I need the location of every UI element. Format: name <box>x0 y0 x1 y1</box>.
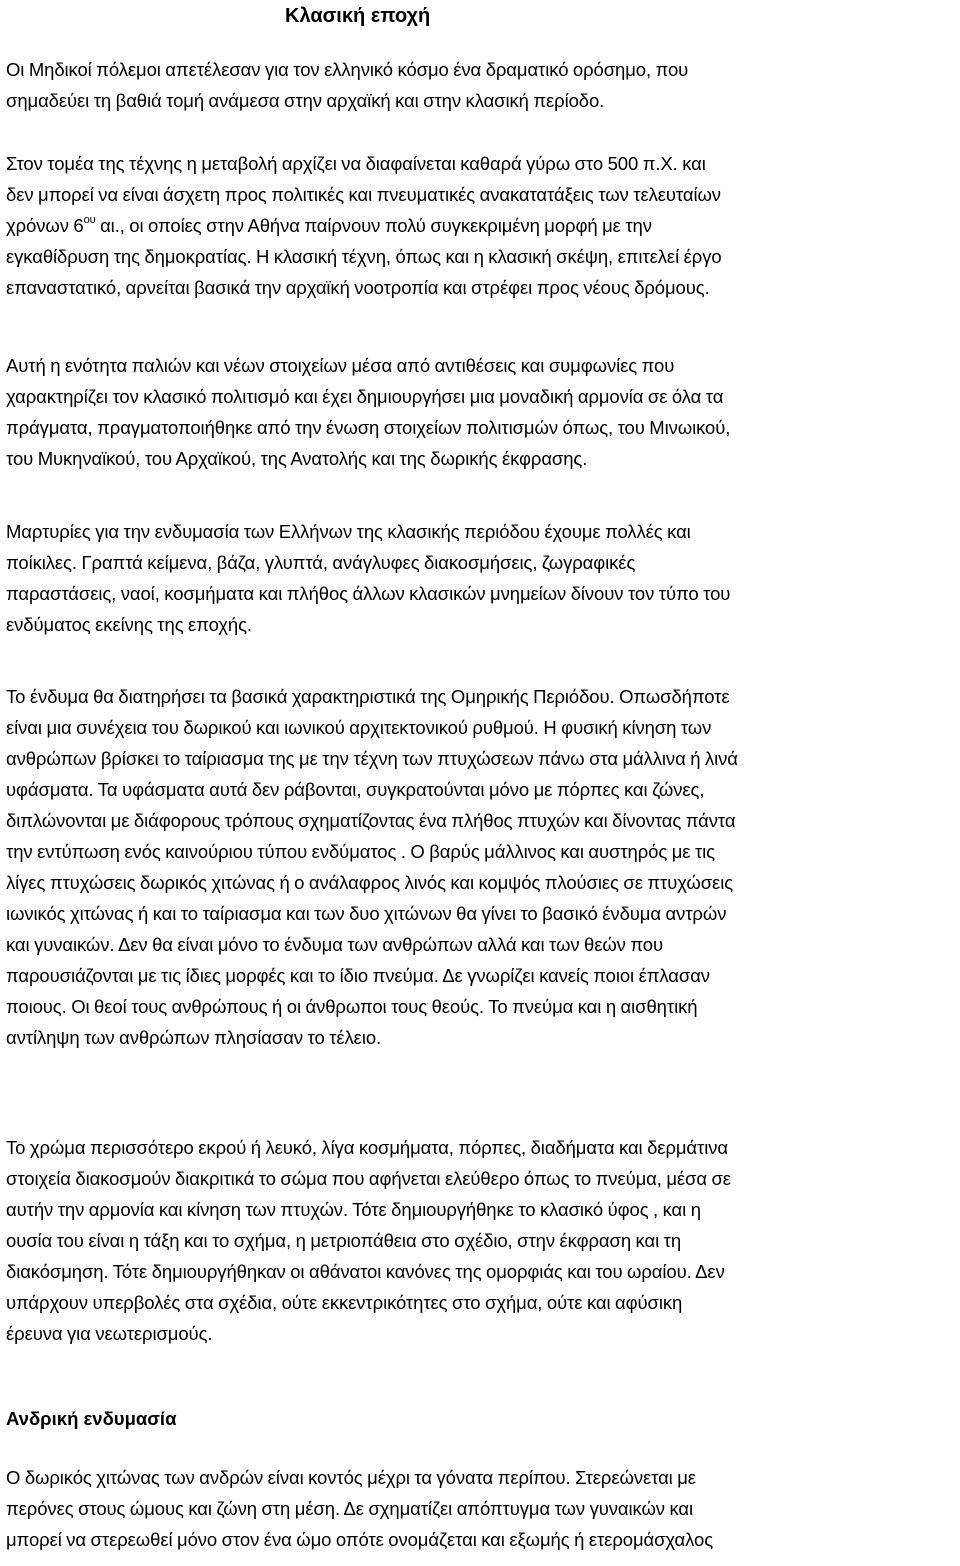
text-line: Το ένδυμα θα διατηρήσει τα βασικά χαρακτηριστικά της Ομηρικής Περιόδου. Οπωσδήποτε <box>6 686 730 707</box>
paragraph-garment <box>6 681 738 1053</box>
text-fragment: αι., οι οποίες στην Αθήνα παίρνουν πολύ συγκεκριμένη μορφή με την <box>95 215 652 236</box>
text-line: και γυναικών. Δεν θα είναι μόνο το ένδυμα των ανθρώπων αλλά και των θεών που <box>6 934 663 955</box>
text-line: στοιχεία διακοσμούν διακριτικά το σώμα που αφήνεται ελεύθερο όπως το πνεύμα, μέσα σε <box>6 1168 731 1189</box>
text-line: ποιους. Οι θεοί τους ανθρώπους ή οι άνθρωποι τους θεούς. Το πνεύμα και η αισθητική <box>6 996 698 1017</box>
text-line: περόνες στους ώμους και ζώνη στη μέση. Δε σχηματίζει απόπτυγμα των γυναικών και <box>6 1498 694 1519</box>
text-line: Ο δωρικός χιτώνας των ανδρών είναι κοντός μέχρι τα γόνατα περίπου. Στερεώνεται με <box>6 1467 696 1488</box>
paragraph-male-attire <box>6 1462 713 1555</box>
text-line: διακόσμηση. Τότε δημιουργήθηκαν οι αθάνατοι κανόνες της ομορφιάς και του ωραίου. Δεν <box>6 1261 725 1282</box>
text-line: πράγματα, πραγματοποιήθηκε από την ένωση στοιχείων πολιτισμών όπως, του Μινωικού, <box>6 417 731 438</box>
text-line: παραστάσεις, ναοί, κοσμήματα και πλήθος άλλων κλασικών μνημείων δίνουν τον τύπο του <box>6 583 731 604</box>
text-line: Το χρώμα περισσότερο εκρού ή λευκό, λίγα κοσμήματα, πόρπες, διαδήματα και δερμάτινα <box>6 1137 728 1158</box>
text-line: είναι μια συνέχεια του δωρικού και ιωνικού αρχιτεκτονικού ρυθμού. Η φυσική κίνηση των <box>6 717 712 738</box>
text-line: ανθρώπων βρίσκει το ταίριασμα της με την τέχνη των πτυχώσεων πάνω στα μάλλινα ή λινά <box>6 748 738 769</box>
text-line: χαρακτηρίζει τον κλασικό πολιτισμό και έχει δημιουργήσει μια μοναδική αρμονία σε όλα τα <box>6 386 724 407</box>
text-line: Αυτή η ενότητα παλιών και νέων στοιχείων μέσα από αντιθέσεις και συμφωνίες που <box>6 355 675 376</box>
text-line: διπλώνονται με διάφορους τρόπους σχηματίζοντας ένα πλήθος πτυχών και δίνοντας πάντα <box>6 810 736 831</box>
text-line: αυτήν την αρμονία και κίνηση των πτυχών. Τότε δημιουργήθηκε το κλασικό ύφος , και η <box>6 1199 701 1220</box>
text-line: Μαρτυρίες για την ενδυμασία των Ελλήνων της κλασικής περιόδου έχουμε πολλές και <box>6 521 691 542</box>
paragraph-evidence <box>6 516 730 640</box>
text-line: ποίκιλες. Γραπτά κείμενα, βάζα, γλυπτά, ανάγλυφες διακοσμήσεις, ζωγραφικές <box>6 552 636 573</box>
text-line: του Μυκηναϊκού, του Αρχαϊκού, της Ανατολής και της δωρικής έκφρασης. <box>6 448 588 469</box>
text-line: την εντύπωση ενός καινούριου τύπου ενδύματος . Ο βαρύς μάλλινος και αυστηρός με τις <box>6 841 715 862</box>
text-fragment: χρόνων 6 <box>6 215 84 236</box>
superscript: ου <box>83 214 96 226</box>
text-line: μπορεί να στερεωθεί μόνο στον ένα ώμο οπότε ονομάζεται και εξωμής ή ετερομάσχαλος <box>6 1529 714 1550</box>
text-line: ενδύματος εκείνης της εποχής. <box>6 614 252 635</box>
text-line: ουσία του είναι η τάξη και το σχήμα, η μετριοπάθεια στο σχέδιο, στην έκφραση και τη <box>6 1230 682 1251</box>
text-line: εγκαθίδρυση της δημοκρατίας. Η κλασική τέχνη, όπως και η κλασική σκέψη, επιτελεί έργο <box>6 246 722 267</box>
section-heading: Ανδρική ενδυμασία <box>6 1408 177 1429</box>
text-line <box>6 210 722 241</box>
paragraph-unity <box>6 350 730 474</box>
text-line: Στον τομέα της τέχνης η μεταβολή αρχίζει να διαφαίνεται καθαρά γύρω στο 500 π.Χ. και <box>6 153 706 174</box>
text-line: υπάρχουν υπερβολές στα σχέδια, ούτε εκκεντρικότητες στο σχήμα, ούτε και αφύσικη <box>6 1292 683 1313</box>
text-line: Οι Μηδικοί πόλεμοι απετέλεσαν για τον ελληνικό κόσμο ένα δραματικό ορόσημο, που <box>6 59 689 80</box>
document-page <box>6 0 956 1550</box>
text-line: επαναστατικό, αρνείται βασικά την αρχαϊκή νοοτροπία και στρέφει προς νέους δρόμους. <box>6 277 710 298</box>
paragraph-art <box>6 148 722 303</box>
text-line: σημαδεύει τη βαθιά τομή ανάμεσα στην αρχαϊκή και στην κλασική περίοδο. <box>6 90 605 111</box>
text-line: υφάσματα. Τα υφάσματα αυτά δεν ράβονται, συγκρατούνται μόνο με πόρπες και ζώνες, <box>6 779 705 800</box>
text-line: έρευνα για νεωτερισμούς. <box>6 1323 213 1344</box>
text-line: ιωνικός χιτώνας ή και το ταίριασμα και των δυο χιτώνων θα γίνει το βασικό ένδυμα αντρών <box>6 903 727 924</box>
paragraph-color <box>6 1132 731 1349</box>
text-line: παρουσιάζονται με τις ίδιες μορφές και το ίδιο πνεύμα. Δε γνωρίζει κανείς ποιοι έπλασαν <box>6 965 710 986</box>
text-line: λίγες πτυχώσεις δωρικός χιτώνας ή ο ανάλαφρος λινός και κομψός πλούσιες σε πτυχώσεις <box>6 872 734 893</box>
text-line: αντίληψη των ανθρώπων πλησίασαν το τέλειο. <box>6 1027 382 1048</box>
page-title: Κλασική εποχή <box>285 5 431 27</box>
text-line: δεν μπορεί να είναι άσχετη προς πολιτικές και πνευματικές ανακατατάξεις των τελευταίων <box>6 184 721 205</box>
paragraph-intro <box>6 54 688 116</box>
